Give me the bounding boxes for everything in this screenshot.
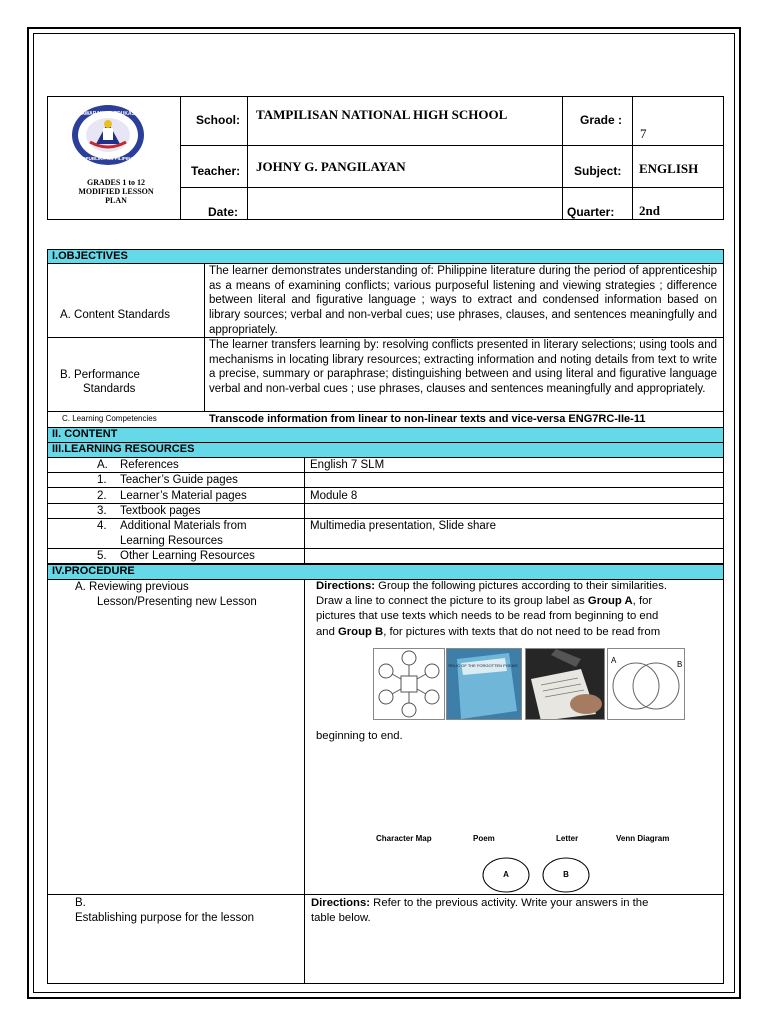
performance-label-2: Standards [83,383,136,395]
resource-label-textbook: Textbook pages [120,505,201,517]
competencies-text: Transcode information from linear to non-linear texts and vice-versa ENG7RC-IIe-11 [209,413,646,425]
performance-standards-text: The learner transfers learning by: resolving conflicts presented in literary selections; using tools and mechanisms in locating library resources; extracting information and noting details from text to write a precise, summary or paraphrase; distinguishing between and using literal and figurative language verbal and non-verbal cues ; use phrases, clauses and sentences meaningfully and appropriately. [209,339,717,396]
subject-label: Subject: [574,164,622,178]
procedure-b-directions: Directions: Refer to the previous activity. Write your answers in the table below. [311,897,649,924]
resource-value-additional: Multimedia presentation, Slide share [310,520,497,532]
svg-text:A: A [611,656,617,665]
plan-caption: GRADES 1 to 12 MODIFIED LESSON PLAN [78,178,154,205]
resource-label-references: References [120,459,179,471]
quarter-label: Quarter: [567,205,615,219]
grade-value: 7 [640,126,647,141]
procedure-a-label-1: A. Reviewing previous [75,581,189,593]
caption-poem: Poem [473,834,495,843]
procedure-a-directions: Directions: Group the following pictures according to their similarities. Draw a line to connect the picture to its group label as Group A, for pictures that use texts which needs to be read from beginning to end and Group B, for pictures with texts that do not need to be read from [316,580,667,638]
resource-label-other: Other Learning Resources [120,550,255,562]
resource-num-a: A. [97,459,108,471]
resource-num-5: 5. [97,550,107,562]
content-heading: II. CONTENT [47,427,724,443]
resource-label-additional-2: Learning Resources [120,535,223,547]
character-map-icon [374,649,444,719]
procedure-b-num: B. [75,897,86,909]
procedure-a-directions-end: beginning to end. [316,730,403,742]
resource-label-teachers-guide: Teacher’s Guide pages [120,474,238,486]
content-standards-text: The learner demonstrates understanding of: Philippine literature during the period of apprenticeship as a means of examining conflicts; various purposeful listening and viewing strategies ; difference between literal and figurative language ; ways to extract and condensed information based on library sources; verbal and non-verbal cues; use phrases, clauses, and sentences meaningfully and appropriately. [209,265,717,336]
venn-diagram-icon [608,649,684,719]
venn-diagram-picture [607,648,685,720]
poem-picture [446,648,522,720]
group-a-oval-label: A [503,870,509,879]
school-value: TAMPILISAN NATIONAL HIGH SCHOOL [256,107,508,122]
caption-letter: Letter [556,834,579,843]
subject-value: ENGLISH [639,161,699,176]
group-ovals [480,856,592,896]
resources-heading: III.LEARNING RESOURCES [47,442,724,458]
performance-label-1: B. Performance [60,369,140,381]
group-b-oval-label: B [563,870,569,879]
grade-label: Grade : [580,113,623,127]
resource-value-references: English 7 SLM [310,459,385,471]
letter-picture [525,648,605,720]
poem-book-icon [447,649,522,720]
resource-label-additional: Additional Materials from [120,520,247,532]
resource-num-2: 2. [97,490,107,502]
objectives-heading: I.OBJECTIVES [47,249,724,264]
svg-text:KAGAWARAN NG EDUKASYON: KAGAWARAN NG EDUKASYON [70,111,146,117]
procedure-b-label: Establishing purpose for the lesson [75,912,254,924]
teacher-value: JOHNY G. PANGILAYAN [256,159,406,174]
teacher-label: Teacher: [191,164,241,178]
resource-num-4: 4. [97,520,107,532]
letter-writing-icon [526,649,605,720]
svg-text:REPUBLIKA NG PILIPINAS: REPUBLIKA NG PILIPINAS [79,156,137,161]
resource-label-learners-material: Learner’s Material pages [120,490,247,502]
svg-text:B: B [677,660,683,669]
school-label: School: [196,113,240,127]
character-map-picture [373,648,445,720]
deped-seal-icon [70,104,146,166]
resource-value-learners-material: Module 8 [310,490,358,502]
quarter-value: 2nd [639,203,660,218]
resource-num-3: 3. [97,505,107,517]
svg-text:RELIC OF THE FORGOTTEN POEMS: RELIC OF THE FORGOTTEN POEMS [448,663,518,668]
competencies-label: C. Learning Competencies [62,414,157,423]
caption-venn-diagram: Venn Diagram [616,834,670,843]
resource-num-1: 1. [97,474,107,486]
content-standards-label: A. Content Standards [60,309,170,321]
procedure-heading: IV.PROCEDURE [47,564,724,580]
procedure-a-label-2: Lesson/Presenting new Lesson [97,596,257,608]
date-label: Date: [208,205,239,219]
caption-character-map: Character Map [376,834,432,843]
